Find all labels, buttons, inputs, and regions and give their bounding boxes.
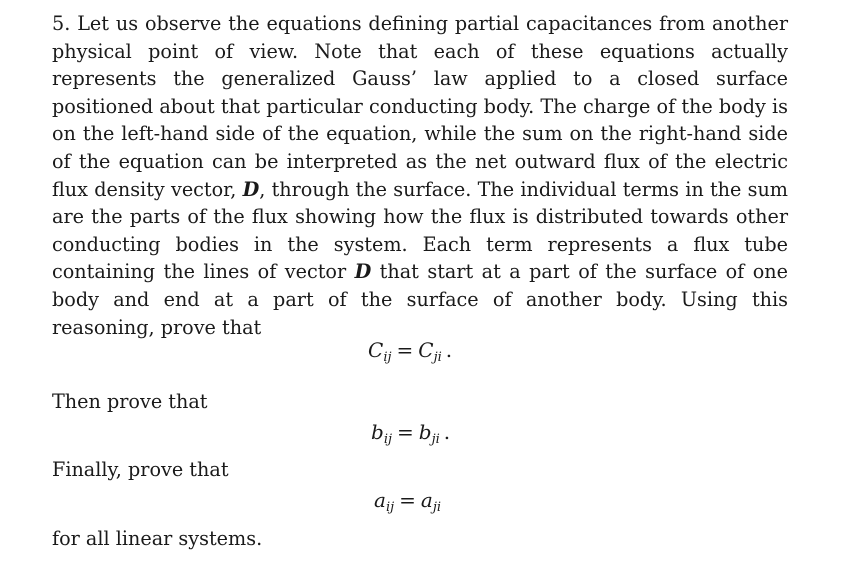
eq1-lhs-sub: ij <box>383 350 392 365</box>
eq2-rhs-base: b <box>418 420 432 444</box>
equation-a-symmetry <box>374 488 441 515</box>
eq2-terminator: . <box>443 420 451 444</box>
eq1-rhs-base: C <box>418 338 434 362</box>
closing-text: for all linear systems. <box>52 527 263 550</box>
eq3-rhs-base: a <box>420 488 433 512</box>
equation-capacitance-symmetry <box>368 338 452 365</box>
vector-d-symbol: D <box>242 177 260 201</box>
eq2-lhs-sub: ij <box>383 432 393 447</box>
eq1-equals: = <box>396 338 414 362</box>
then-prove-text: Then prove that <box>52 390 208 413</box>
eq3-rhs-sub: ji <box>432 500 442 515</box>
eq2-rhs-sub: ji <box>431 432 440 447</box>
eq1-lhs-base: C <box>368 338 384 362</box>
equation-b-symmetry <box>371 420 450 447</box>
problem-number: 5. <box>52 12 71 35</box>
eq1-terminator: . <box>445 338 453 362</box>
problem-text-part-3: that start at a part of the surface of one body and end at a part of the surface of another body. Using this reasoning, prove that <box>52 260 788 339</box>
eq2-equals: = <box>397 420 414 444</box>
eq3-equals: = <box>399 488 416 512</box>
eq3-lhs-base: a <box>374 488 386 512</box>
vector-d-symbol-2: D <box>354 260 372 284</box>
eq2-lhs-base: b <box>371 420 384 444</box>
problem-text-part-2: , through the surface. The individual terms in the sum are the parts of the flux showing how the flux is distributed towards other conducting bodies in the system. Each term represents a flux tube containing the lines of vector <box>52 177 788 284</box>
eq1-rhs-sub: ji <box>433 350 442 365</box>
finally-prove-text: Finally, prove that <box>52 458 229 481</box>
problem-text-part-1: Let us observe the equations defining partial capacitances from another physical point of view. Note that each of these equations actually represents the generalized Gauss’ law applied to a closed surface positioned about that particular conducting body. The charge of the body is on the left-hand side of the equation, while the sum on the right-hand side of the equation can be interpreted as the net outward flux of the electric flux density vector, <box>52 12 788 201</box>
eq3-lhs-sub: ij <box>385 500 395 515</box>
problem-paragraph <box>52 10 788 341</box>
